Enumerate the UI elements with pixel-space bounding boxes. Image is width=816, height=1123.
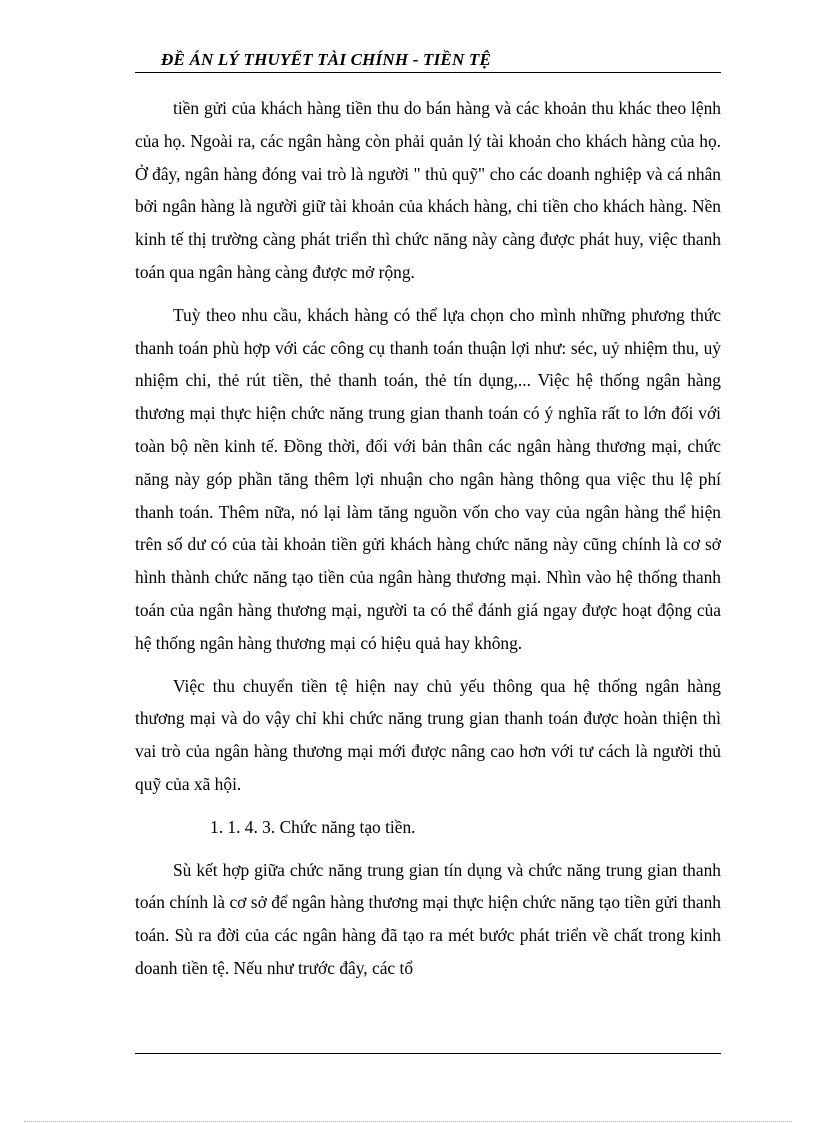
paragraph-4: Sù kết hợp giữa chức năng trung gian tín dụng và chức năng trung gian thanh toán chính là cơ sở để ngân hàng thương mại thực hiện chức năng tạo tiền gửi thanh toán. Sù ra đời của các ngân hàng đã tạo ra mét bước phát triển về chất trong kinh doanh tiền tệ. Nếu như trước đây, các tổ [135, 859, 721, 978]
paragraph-2: Tuỳ theo nhu cầu, khách hàng có thể lựa chọn cho mình những phương thức thanh toán phù hợp với các công cụ thanh toán thuận lợi như: séc, uỷ nhiệm thu, uỷ nhiệm chi, thẻ rút tiền, thẻ thanh toán, thẻ tín dụng,... Việc hệ thống ngân hàng thương mại thực hiện chức năng trung gian thanh toán có ý nghĩa rất to lớn đối với toàn bộ nền kinh tế. Đồng thời, đối với bản thân các ngân hàng thương mại, chức năng này góp phần tăng thêm lợi nhuận cho ngân hàng thông qua việc thu lệ phí thanh toán. Thêm nữa, nó lại làm tăng nguồn vốn cho vay của ngân hàng thể hiện trên số dư có của tài khoản tiền gửi khách hàng chức năng này cũng chính là cơ sở hình thành chức năng tạo tiền của ngân hàng thương mại. Nhìn vào hệ thống thanh toán của ngân hàng thương mại, người ta có thể đánh giá ngay được hoạt động của hệ thống ngân hàng thương mại có hiệu quả hay không. [135, 304, 721, 653]
page-edge-divider [24, 1121, 792, 1122]
page-header [135, 48, 721, 73]
section-heading: 1. 1. 4. 3. Chức năng tạo tiền. [210, 816, 416, 837]
footer-rule [135, 1053, 721, 1054]
paragraph-1: tiền gửi của khách hàng tiền thu do bán hàng và các khoản thu khác theo lệnh của họ. Ngoài ra, các ngân hàng còn phải quản lý tài khoản cho khách hàng của họ. Ở đây, ngân hàng đóng vai trò là người " thủ quỹ" cho các doanh nghiệp và cá nhân bởi ngân hàng là người giữ tài khoản của khách hàng, chi tiền cho khách hàng. Nền kinh tế thị trường càng phát triển thì chức năng này càng được phát huy, việc thanh toán qua ngân hàng càng được mở rộng. [135, 98, 721, 282]
paragraph-3: Việc thu chuyển tiền tệ hiện nay chủ yếu thông qua hệ thống ngân hàng thương mại và do vậy chỉ khi chức năng trung gian thanh toán được hoàn thiện thì vai trò của ngân hàng thương mại mới được nâng cao hơn với tư cách là người thủ quỹ của xã hội. [135, 675, 721, 794]
header-title: ĐỀ ÁN LÝ THUYẾT TÀI CHÍNH - TIỀN TỆ [161, 50, 492, 69]
document-body [135, 92, 721, 995]
